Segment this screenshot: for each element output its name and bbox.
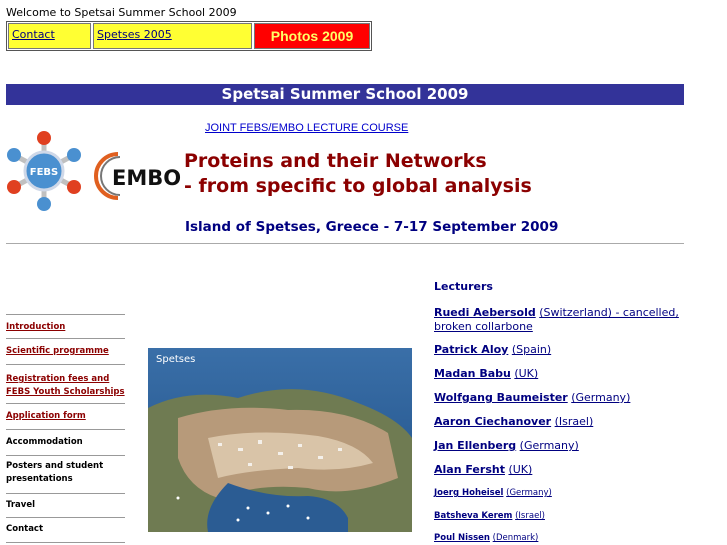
lecturer-country: (UK) <box>508 463 533 476</box>
lecturer-item[interactable] <box>434 439 579 452</box>
nav-photos-2009-button[interactable] <box>254 23 370 49</box>
nav-spetses-2005-cell[interactable] <box>93 23 252 49</box>
lecturer-name[interactable]: Alan Fersht <box>434 463 505 476</box>
photo-caption: Spetses <box>156 354 196 365</box>
lecturer-name[interactable]: Patrick Aloy <box>434 343 509 356</box>
lecturer-country: (UK) <box>514 367 539 380</box>
venue-dates: Island of Spetses, Greece - 7-17 September 2009 <box>185 219 559 235</box>
lecturer-item[interactable] <box>434 511 545 521</box>
sidebar-item-registration[interactable] <box>6 364 125 401</box>
lecturer-item[interactable] <box>434 463 532 476</box>
lecturer-country: (Germany) <box>506 488 552 498</box>
sidebar-item-label: Travel <box>6 500 36 510</box>
lecturer-item[interactable] <box>434 533 538 543</box>
lecturer-country: (Denmark) <box>492 533 539 543</box>
embo-logo <box>96 150 182 202</box>
top-navigation <box>6 21 372 51</box>
lecturer-name[interactable]: Batsheva Kerem <box>434 511 513 521</box>
lecturer-name[interactable]: Joerg Hoheisel <box>434 488 504 498</box>
lecturer-name[interactable]: Ruedi Aebersold <box>434 306 536 319</box>
nav-contact-cell[interactable] <box>8 23 91 49</box>
welcome-text: Welcome to Spetsai Summer School 2009 <box>6 6 237 19</box>
sidebar-item-label: Posters and student presentations <box>6 461 104 484</box>
divider <box>6 243 684 244</box>
febs-logo-text: FEBS <box>29 167 59 178</box>
lecturer-name[interactable]: Wolfgang Baumeister <box>434 391 568 404</box>
lecturer-item[interactable] <box>434 391 630 404</box>
lecturer-item[interactable] <box>434 415 593 428</box>
sidebar-item-posters[interactable] <box>6 455 125 491</box>
spetses-aerial-photo <box>148 348 412 532</box>
sidebar-item-travel[interactable] <box>6 493 125 517</box>
lecturer-item[interactable] <box>434 306 704 334</box>
sidebar-item-contact[interactable] <box>6 517 125 543</box>
sidebar-item-label: Accommodation <box>6 437 83 447</box>
sidebar-item-accommodation[interactable] <box>6 429 125 453</box>
sidebar-item-label: Registration fees and FEBS Youth Scholarships <box>6 374 125 397</box>
lecturer-name[interactable]: Aaron Ciechanover <box>434 415 552 428</box>
lecturer-country: (Spain) <box>511 343 552 356</box>
sidebar-item-introduction[interactable] <box>6 314 125 336</box>
joint-course-link[interactable]: JOINT FEBS/EMBO LECTURE COURSE <box>205 122 409 134</box>
lecturer-item[interactable] <box>434 367 538 380</box>
lecturer-item[interactable] <box>434 343 551 356</box>
lecturer-country: (Switzerland) - cancelled, broken collarbone <box>434 306 679 333</box>
febs-logo <box>6 130 82 212</box>
sidebar-item-application-form[interactable] <box>6 403 125 427</box>
lecturer-country: (Israel) <box>515 511 545 521</box>
nav-spetses-2005-link[interactable]: Spetses 2005 <box>97 28 172 41</box>
sidebar-item-label: Application form <box>6 411 86 421</box>
lecturer-country: (Germany) <box>519 439 579 452</box>
sidebar-item-label: Scientific programme <box>6 346 109 356</box>
sidebar-item-label: Introduction <box>6 322 66 332</box>
course-title-line-1: Proteins and their Networks <box>184 150 487 172</box>
lecturers-heading: Lecturers <box>434 280 493 293</box>
sidebar-item-scientific-programme[interactable] <box>6 338 125 362</box>
lecturer-name[interactable]: Jan Ellenberg <box>434 439 517 452</box>
lecturer-item[interactable] <box>434 488 552 498</box>
lecturer-name[interactable]: Poul Nissen <box>434 533 490 543</box>
course-title-line-2: - from specific to global analysis <box>184 175 532 197</box>
lecturer-country: (Germany) <box>571 391 631 404</box>
sidebar-item-label: Contact <box>6 524 44 534</box>
lecturer-country: (Israel) <box>554 415 594 428</box>
embo-logo-text: EMBO <box>112 166 182 190</box>
nav-contact-link[interactable]: Contact <box>12 28 55 41</box>
page-banner: Spetsai Summer School 2009 <box>6 84 684 105</box>
lecturer-name[interactable]: Madan Babu <box>434 367 511 380</box>
nav-photos-2009-label[interactable]: Photos 2009 <box>270 28 354 44</box>
